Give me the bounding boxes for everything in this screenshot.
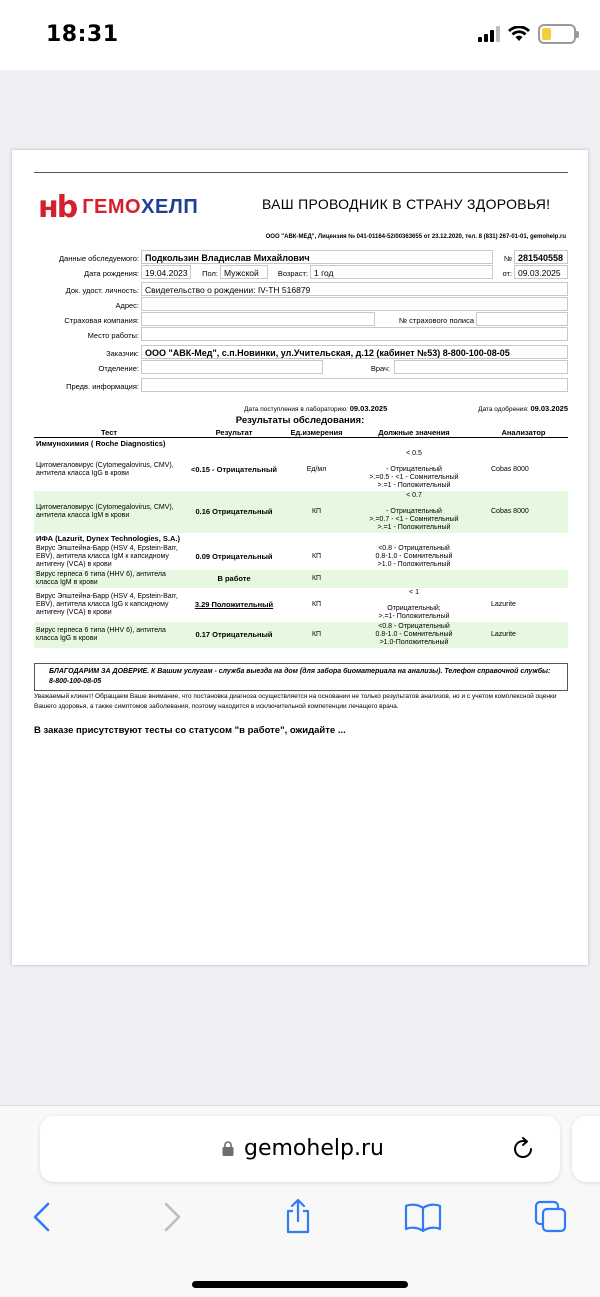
- patient-info: [34, 250, 568, 393]
- reload-icon[interactable]: [510, 1136, 536, 1162]
- section-title: ИФА (Lazurit, Dynex Technologies, S.A.): [36, 534, 180, 543]
- test-result: <0.15 - Отрицательный: [191, 465, 277, 474]
- test-norm: [349, 570, 479, 588]
- dob-label: Дата рождения:: [84, 269, 139, 278]
- work-value: [141, 327, 568, 341]
- test-analyzer: Lazurite: [479, 622, 568, 648]
- license-line: ООО "АВК-МЕД", Лицензия № 041-01164-52/00363655 от 23.12.2020, тел. 8 (831) 267-01-01, gemohelp.ru: [265, 234, 566, 240]
- test-unit: КП: [311, 553, 322, 560]
- test-norm: < 1 Отрицательный; >.=1- Положительный: [378, 589, 450, 620]
- bookmarks-icon[interactable]: [404, 1202, 442, 1232]
- address-label: Адрес:: [115, 301, 139, 310]
- dept-label: Отделение:: [98, 364, 139, 373]
- next-tab-pill[interactable]: [572, 1116, 600, 1182]
- dept-value: [141, 360, 323, 374]
- test-analyzer: Cobas 8000: [479, 491, 568, 533]
- work-label: Место работы:: [87, 331, 139, 340]
- test-name: Вирус герпеса 6 типа (HHV 6), антитела класса IgG в крови: [34, 622, 184, 648]
- insurance-label: Страховая компания:: [64, 316, 139, 325]
- lab-report-page: [12, 150, 588, 965]
- status-bar: [0, 0, 600, 70]
- address-value: [141, 297, 568, 311]
- sex-label: Пол:: [202, 269, 218, 278]
- top-rule: [34, 172, 568, 173]
- results-header: [34, 427, 568, 438]
- test-analyzer: [479, 570, 568, 588]
- col-norm: Должные значения: [349, 427, 479, 438]
- test-name: Вирус Эпштейна-Барр (HSV 4, Epstein-Barr, EBV), антитела класса IgG к капсидному антигену (VCA) в крови: [36, 593, 178, 616]
- dob: 19.04.2023: [141, 265, 191, 279]
- share-icon[interactable]: [282, 1198, 314, 1234]
- test-result: 3.29 Положительный: [194, 600, 274, 609]
- test-result: 0.16 Отрицательный: [184, 491, 284, 533]
- logo-mark: нb: [38, 190, 77, 225]
- table-row: [34, 622, 568, 648]
- section-header: [34, 533, 568, 544]
- customer: ООО "АВК-Мед", с.п.Новинки, ул.Учительская, д.12 (кабинет №53) 8-800-100-08-05: [141, 345, 568, 359]
- table-row: [34, 570, 568, 588]
- status-time: 18:31: [46, 22, 119, 47]
- table-row: [34, 449, 568, 491]
- test-result: 0.09 Отрицательный: [195, 552, 273, 561]
- cellular-signal-icon: [478, 26, 500, 42]
- number-label: №: [503, 254, 512, 263]
- section-header: [34, 438, 568, 450]
- test-unit: КП: [284, 622, 349, 648]
- test-name: Вирус герпеса 6 типа (HHV 6), антитела класса IgM в крови: [34, 570, 184, 588]
- nav-buttons: [0, 1198, 600, 1238]
- customer-label: Заказчик:: [106, 349, 139, 358]
- policy-value: [476, 312, 568, 326]
- slogan: ВАШ ПРОВОДНИК В СТРАНУ ЗДОРОВЬЯ!: [262, 196, 551, 212]
- url-text: gemohelp.ru: [244, 1136, 384, 1161]
- thanks-box: БЛАГОДАРИМ ЗА ДОВЕРИЕ. К Вашим услугам - служба выезда на дом (для забора биоматериала на анализы). Телефон справочной службы: 8-800-100-08-05: [34, 663, 568, 691]
- prev-info-value: [141, 378, 568, 392]
- home-indicator: [192, 1281, 408, 1288]
- id-doc-label: Док. удост. личность:: [65, 286, 139, 295]
- doctor-label: Врач:: [370, 364, 390, 373]
- table-row: [34, 588, 568, 622]
- insurance-value: [141, 312, 375, 326]
- age-label: Возраст:: [277, 269, 308, 278]
- from-label: от:: [502, 269, 512, 278]
- section-title: Иммунохимия ( Roche Diagnostics): [36, 439, 166, 448]
- test-norm: <0.8 - Отрицательный 0.8-1.0 - Сомнительный >1.0 - Положительный: [375, 545, 453, 568]
- col-result: Результат: [184, 427, 284, 438]
- doctor-value: [394, 360, 568, 374]
- test-unit: Ед/мл: [306, 466, 327, 473]
- test-unit: КП: [284, 570, 349, 588]
- test-analyzer: Lazurite: [491, 601, 516, 608]
- received-date: Дата поступления в лабораторию: 09.03.2025: [244, 404, 388, 413]
- policy-label: № страхового полиса: [399, 316, 474, 325]
- sex: Мужской: [220, 265, 268, 279]
- results-table: [34, 427, 568, 648]
- lock-icon: [222, 1141, 234, 1156]
- order-number: 281540558: [514, 250, 568, 264]
- test-analyzer: Cobas 8000: [491, 466, 529, 473]
- forward-icon[interactable]: [160, 1202, 184, 1232]
- age: 1 год: [310, 265, 493, 279]
- notice-text: Уважаемый клиент! Обращаем Ваше внимание, что постановка диагноза осуществляется на основании не только результатов анализов, но и с учетом комплексной оценки Вашего здоровья, а также симптомов заболевания, поэтому находится в исключительной компетенции лечащего врача.: [34, 693, 557, 710]
- gemohelp-logo: [38, 190, 198, 225]
- test-unit: КП: [284, 491, 349, 533]
- col-test: Тест: [34, 427, 184, 438]
- test-name: Вирус Эпштейна-Барр (HSV 4, Epstein-Barr, EBV), антитела класса IgM к капсидному антигену (VCA) в крови: [36, 545, 178, 568]
- wifi-icon: [508, 26, 530, 42]
- pending-notice: В заказе присутствуют тесты со статусом "в работе", ожидайте ...: [34, 725, 346, 736]
- test-result: 0.17 Отрицательный: [184, 622, 284, 648]
- test-norm: < 0.7 - Отрицательный >.=0.7 - <1 - Сомнительный >.=1 - Положительный: [349, 491, 479, 533]
- test-unit: КП: [311, 601, 322, 608]
- address-bar[interactable]: [40, 1116, 560, 1182]
- results-title: Результаты обследования:: [235, 415, 365, 426]
- results-body: [34, 438, 568, 649]
- test-norm: < 0.5 - Отрицательный >.=0.5 - <1 - Сомнительный >.=1 - Положительный: [369, 450, 459, 489]
- battery-icon: [538, 24, 576, 44]
- col-unit: Ед.измерения: [284, 427, 349, 438]
- from-date: 09.03.2025: [514, 265, 568, 279]
- test-result: В работе: [184, 570, 284, 588]
- test-norm: <0.8 - Отрицательный 0.8-1.0 - Сомнительный >1.0-Положительный: [349, 622, 479, 648]
- patient-name-label: Данные обследуемого:: [58, 254, 139, 263]
- browser-toolbar: [0, 1105, 600, 1297]
- table-row: [34, 491, 568, 533]
- test-analyzer: [479, 544, 568, 570]
- logo-name: ГЕМОХЕЛП: [82, 196, 199, 218]
- table-row: [34, 544, 568, 570]
- back-icon[interactable]: [30, 1202, 54, 1232]
- prev-info-label: Предв. информация:: [66, 382, 139, 391]
- test-name: Цитомегаловирус (Cytomegalovirus, CMV), антитела класса IgG в крови: [36, 462, 174, 477]
- status-icons: [478, 24, 576, 44]
- patient-name: Подкользин Владислав Михайлович: [141, 250, 493, 264]
- col-analyzer: Анализатор: [479, 427, 568, 438]
- id-doc: Свидетельство о рождении: IV-ТН 516879: [141, 282, 568, 296]
- approved-date: Дата одобрения: 09.03.2025: [478, 404, 568, 413]
- tabs-icon[interactable]: [534, 1200, 568, 1234]
- test-name: Цитомегаловирус (Cytomegalovirus, CMV), антитела класса IgM в крови: [34, 491, 184, 533]
